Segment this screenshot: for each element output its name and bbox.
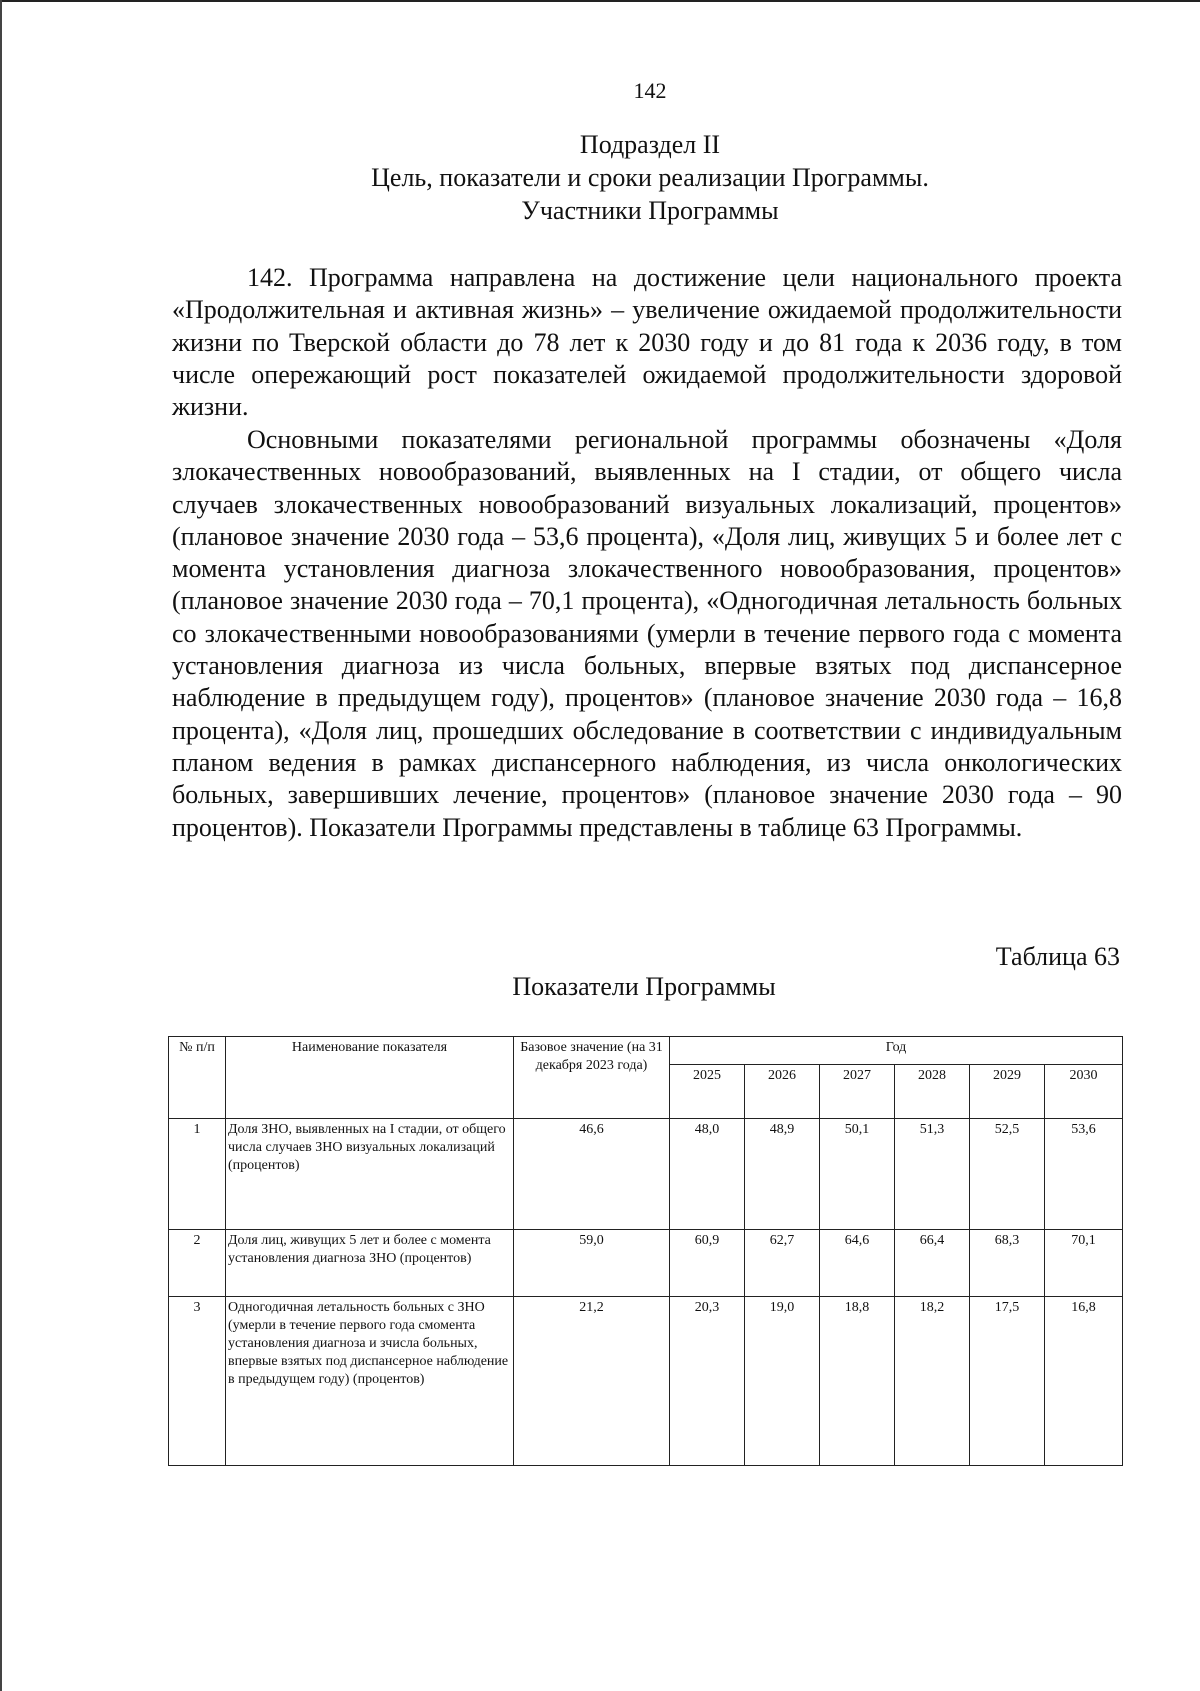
row-indicator-name: Одногодичная летальность больных с ЗНО (умерли в течение первого года смомента установления диагноза и зчисла больных, впервые взятых под диспансерное наблюдение в предыдущем году) (процентов) — [226, 1297, 514, 1466]
page-number: 142 — [633, 78, 667, 103]
header-year: 2026 — [745, 1065, 820, 1119]
row-value-2029: 52,5 — [970, 1119, 1045, 1230]
row-value-2026: 62,7 — [745, 1230, 820, 1297]
row-value-2027: 18,8 — [820, 1297, 895, 1466]
row-value-2030: 70,1 — [1045, 1230, 1123, 1297]
scan-edge-top — [0, 0, 1200, 2]
row-value-2026: 19,0 — [745, 1297, 820, 1466]
row-base-value: 59,0 — [514, 1230, 670, 1297]
heading-line-3: Участники Программы — [521, 196, 779, 225]
row-value-2029: 17,5 — [970, 1297, 1045, 1466]
header-base-value: Базовое значение (на 31 декабря 2023 года) — [514, 1037, 670, 1119]
row-indicator-name: Доля лиц, живущих 5 лет и более с момента установления диагноза ЗНО (процентов) — [226, 1230, 514, 1297]
paragraph-142 — [172, 262, 1122, 423]
row-num: 2 — [169, 1230, 226, 1297]
row-value-2030: 16,8 — [1045, 1297, 1123, 1466]
row-value-2029: 68,3 — [970, 1230, 1045, 1297]
heading-line-1: Подраздел II — [579, 130, 721, 159]
header-num: № п/п — [169, 1037, 226, 1119]
paragraph-text: Основными показателями региональной программы обозначены «Доля злокачественных новообразований, выявленных на I стадии, от общего числа случаев злокачественных новообразований визуальных локализаций, процентов» (плановое значение 2030 года – 53,6 процента), «Доля лиц, живущих 5 и более лет с момента установления диагноза злокачественного новообразования, процентов» (плановое значение 2030 года – 70,1 процента), «Одногодичная летальность больных со злокачественными новообразованиями (умерли в течение первого года с момента установления диагноза из числа больных, впервые взятых под диспансерное наблюдение в предыдущем году), процентов» (плановое значение 2030 года – 16,8 процента), «Доля лиц, прошедших обследование в соответствии с индивидуальным планом ведения в рамках диспансерного наблюдения, из числа онкологических больных, завершивших лечение, процентов» (плановое значение 2030 года – 90 процентов). Показатели Программы представлены в таблице 63 Программы. — [172, 425, 1122, 842]
table-title: Показатели Программы — [512, 972, 776, 1001]
heading-line-2: Цель, показатели и сроки реализации Программы. — [371, 163, 929, 192]
row-value-2027: 64,6 — [820, 1230, 895, 1297]
row-value-2028: 51,3 — [895, 1119, 970, 1230]
row-value-2026: 48,9 — [745, 1119, 820, 1230]
table-label: Таблица 63 — [995, 942, 1120, 971]
row-value-2025: 60,9 — [670, 1230, 745, 1297]
scan-edge-left — [0, 0, 2, 1691]
header-year: 2027 — [820, 1065, 895, 1119]
header-year: 2030 — [1045, 1065, 1123, 1119]
header-year-group: Год — [670, 1037, 1123, 1065]
table-row — [169, 1119, 1123, 1230]
header-year: 2028 — [895, 1065, 970, 1119]
indicators-table — [168, 1036, 1123, 1466]
row-num: 3 — [169, 1297, 226, 1466]
row-value-2025: 48,0 — [670, 1119, 745, 1230]
table-row — [169, 1297, 1123, 1466]
paragraph-text: 142. Программа направлена на достижение цели национального проекта «Продолжительная и активная жизнь» – увеличение ожидаемой продолжительности жизни по Тверской области до 78 лет к 2030 году и до 81 года к 2036 году, в том числе опережающий рост показателей ожидаемой продолжительности здоровой жизни. — [172, 263, 1122, 422]
header-year: 2029 — [970, 1065, 1045, 1119]
table-row — [169, 1230, 1123, 1297]
row-num: 1 — [169, 1119, 226, 1230]
row-indicator-name: Доля ЗНО, выявленных на I стадии, от общего числа случаев ЗНО визуальных локализаций (процентов) — [226, 1119, 514, 1230]
header-name: Наименование показателя — [226, 1037, 514, 1119]
row-value-2027: 50,1 — [820, 1119, 895, 1230]
row-value-2030: 53,6 — [1045, 1119, 1123, 1230]
row-base-value: 21,2 — [514, 1297, 670, 1466]
row-base-value: 46,6 — [514, 1119, 670, 1230]
row-value-2025: 20,3 — [670, 1297, 745, 1466]
row-value-2028: 66,4 — [895, 1230, 970, 1297]
header-year: 2025 — [670, 1065, 745, 1119]
row-value-2028: 18,2 — [895, 1297, 970, 1466]
paragraph-indicators — [172, 424, 1122, 844]
section-heading — [0, 128, 1200, 227]
